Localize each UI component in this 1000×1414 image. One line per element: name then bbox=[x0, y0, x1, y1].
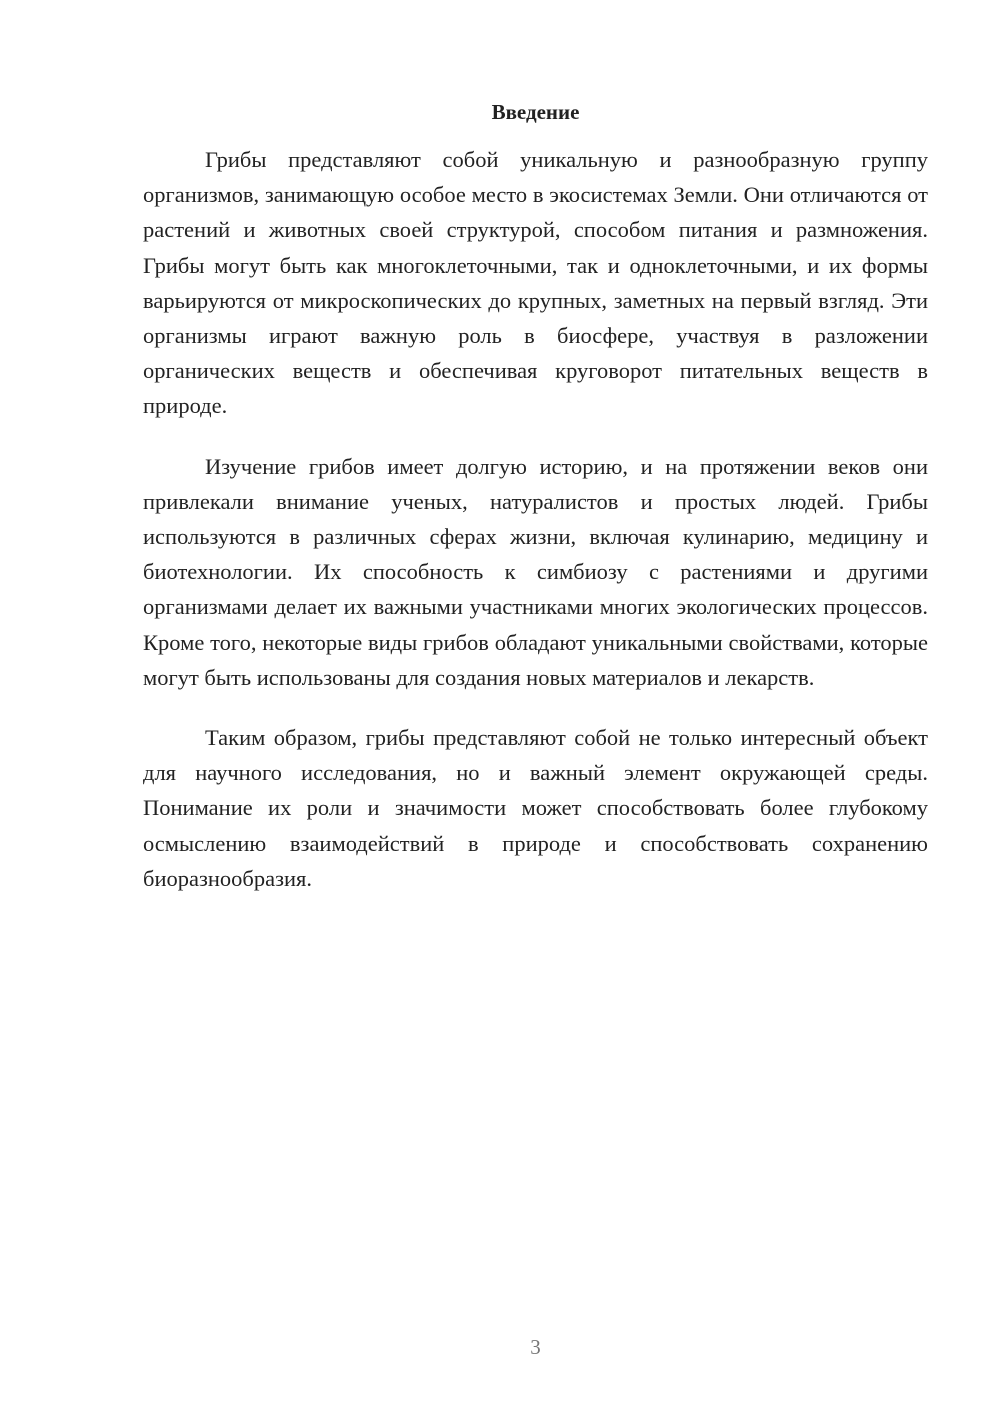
document-body bbox=[143, 142, 928, 921]
paragraph-history: Изучение грибов имеет долгую историю, и на протяжении веков они привлекали внимание ученых, натуралистов и простых людей. Грибы используются в различных сферах жизни, включая кулинарию, медицину и биотехнологии. Их способность к симбиозу с растениями и другими организмами делает их важными участниками многих экологических процессов. Кроме того, некоторые виды грибов обладают уникальными свойствами, которые могут быть использованы для создания новых материалов и лекарств. bbox=[143, 453, 928, 690]
paragraph-conclusion: Таким образом, грибы представляют собой не только интересный объект для научного исследования, но и важный элемент окружающей среды. Понимание их роли и значимости может способствовать более глубокому осмыслению взаимодействий в природе и способствовать сохранению биоразнообразия. bbox=[143, 725, 928, 891]
paragraph-intro: Грибы представляют собой уникальную и разнообразную группу организмов, занимающую особое место в экосистемах Земли. Они отличаются от растений и животных своей структурой, способом питания и размножения. Грибы могут быть как многоклеточными, так и одноклеточными, и их формы варьируются от микроскопических до крупных, заметных на первый взгляд. Эти организмы играют важную роль в биосфере, участвуя в разложении органических веществ и обеспечивая круговорот питательных веществ в природе. bbox=[143, 147, 928, 419]
section-heading: Введение bbox=[491, 100, 580, 124]
page-number: 3 bbox=[530, 1335, 541, 1359]
